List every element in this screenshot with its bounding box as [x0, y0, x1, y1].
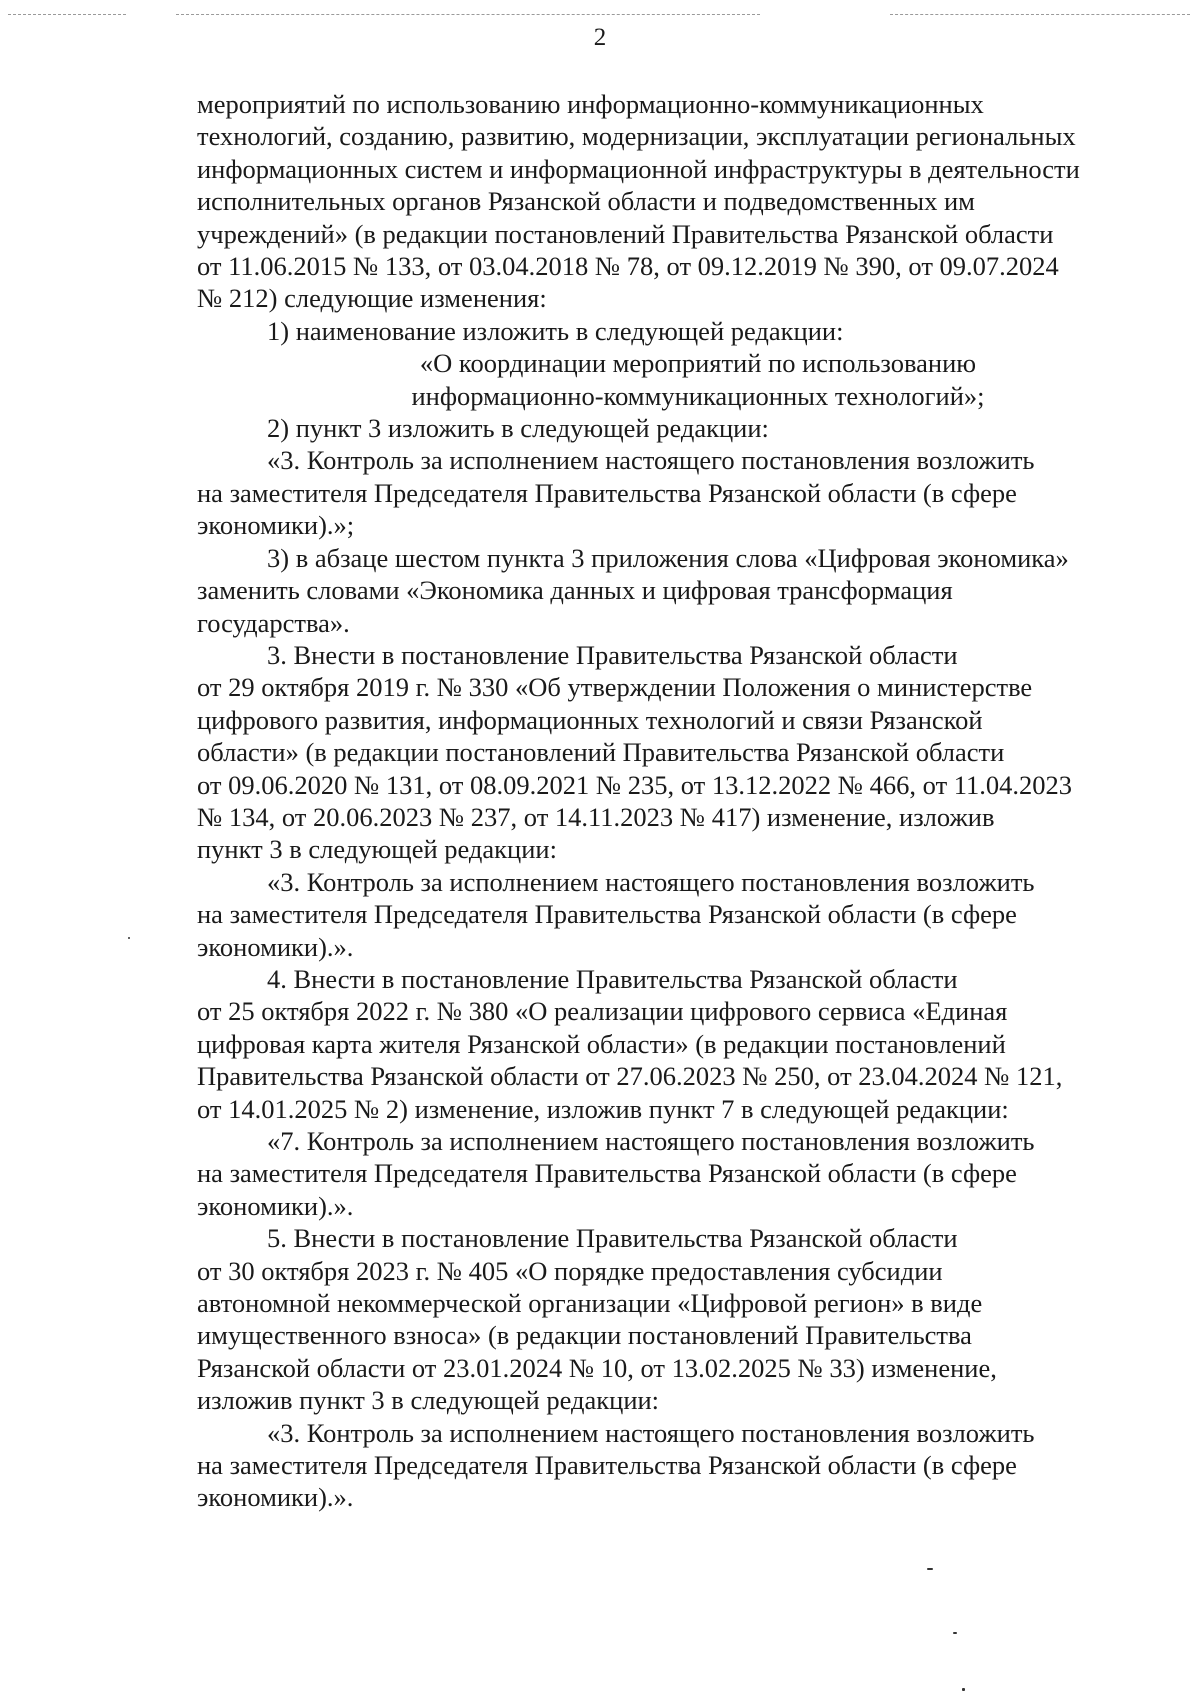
- paragraph-item-5: [197, 1222, 1149, 1416]
- text-line: учреждений» (в редакции постановлений Правительства Рязанской области: [197, 218, 1054, 249]
- text-line: «3. Контроль за исполнением настоящего постановления возложить: [267, 866, 1035, 897]
- text-line: пункт 3 в следующей редакции:: [197, 834, 557, 865]
- text-line: исполнительных органов Рязанской области и подведомственных им: [197, 186, 975, 217]
- paragraph-subitem-3: [197, 542, 1149, 639]
- scan-edge-middle: [176, 14, 760, 15]
- text-line: от 09.06.2020 № 131, от 08.09.2021 № 235, от 13.12.2022 № 466, от 11.04.2023: [197, 769, 1073, 800]
- page-number: 2: [593, 24, 607, 51]
- text-line: от 30 октября 2023 г. № 405 «О порядке предоставления субсидии: [197, 1255, 943, 1286]
- paragraph-intro: [197, 88, 1149, 315]
- text-line: «7. Контроль за исполнением настоящего постановления возложить: [267, 1126, 1035, 1156]
- paragraph-quote-control-1: [197, 444, 1149, 541]
- paragraph-subitem-1: [197, 315, 1149, 347]
- text-line: 3. Внести в постановление Правительства Рязанской области: [267, 639, 958, 670]
- text-line: информационных систем и информационной инфраструктуры в деятельности: [197, 153, 1080, 184]
- text-line: экономики).».: [197, 931, 354, 962]
- scan-speck: [953, 1632, 957, 1634]
- text-line: 1) наименование изложить в следующей редакции:: [267, 315, 844, 346]
- paragraph-item-4: [197, 963, 1149, 1125]
- text-line: цифровая карта жителя Рязанской области» (в редакции постановлений: [197, 1028, 1006, 1059]
- text-line: экономики).»;: [197, 510, 355, 541]
- paragraph-new-title: [197, 347, 1149, 412]
- text-line: от 11.06.2015 № 133, от 03.04.2018 № 78, от 09.12.2019 № 390, от 09.07.2024: [197, 251, 1059, 282]
- text-line: «3. Контроль за исполнением настоящего постановления возложить: [267, 1417, 1035, 1448]
- text-line: от 25 октября 2022 г. № 380 «О реализации цифрового сервиса «Единая: [197, 996, 1008, 1027]
- text-line: на заместителя Председателя Правительства Рязанской области (в сфере: [197, 477, 1017, 508]
- text-line: технологий, созданию, развитию, модернизации, эксплуатации региональных: [197, 121, 1076, 152]
- text-line: 2) пункт 3 изложить в следующей редакции:: [267, 413, 769, 444]
- paragraph-quote-control-3: [197, 1125, 1149, 1222]
- text-line: Рязанской области от 23.01.2024 № 10, от 13.02.2025 № 33) изменение,: [197, 1352, 997, 1383]
- scan-speck: [927, 1568, 933, 1570]
- text-line: 4. Внести в постановление Правительства Рязанской области: [267, 963, 958, 994]
- text-line: на заместителя Председателя Правительства Рязанской области (в сфере: [197, 899, 1017, 930]
- scan-edge-right: [890, 14, 1190, 15]
- text-line: «О координации мероприятий по использованию: [419, 348, 977, 379]
- scan-speck: [962, 1688, 965, 1691]
- text-line: экономики).».: [197, 1482, 354, 1513]
- text-line: государства».: [197, 607, 350, 638]
- paragraph-item-3: [197, 639, 1149, 866]
- text-line: на заместителя Председателя Правительства Рязанской области (в сфере: [197, 1158, 1017, 1189]
- text-line: «3. Контроль за исполнением настоящего постановления возложить: [267, 445, 1035, 476]
- scan-edge-left: [8, 14, 126, 15]
- text-line: № 212) следующие изменения:: [197, 283, 547, 314]
- scan-speck: [128, 937, 130, 939]
- paragraph-subitem-2: [197, 412, 1149, 444]
- text-line: информационно-коммуникационных технологий»;: [411, 380, 985, 411]
- text-line: имущественного взноса» (в редакции постановлений Правительства: [197, 1320, 972, 1351]
- text-line: цифрового развития, информационных технологий и связи Рязанской: [197, 704, 983, 735]
- text-line: Правительства Рязанской области от 27.06.2023 № 250, от 23.04.2024 № 121,: [197, 1061, 1063, 1092]
- paragraph-quote-control-4: [197, 1417, 1149, 1514]
- text-line: экономики).».: [197, 1190, 354, 1221]
- text-line: изложив пункт 3 в следующей редакции:: [197, 1385, 660, 1416]
- text-line: 3) в абзаце шестом пункта 3 приложения слова «Цифровая экономика»: [267, 542, 1069, 573]
- text-line: от 14.01.2025 № 2) изменение, изложив пункт 7 в следующей редакции:: [197, 1093, 1009, 1124]
- text-line: на заместителя Председателя Правительства Рязанской области (в сфере: [197, 1450, 1017, 1481]
- text-line: от 29 октября 2019 г. № 330 «Об утверждении Положения о министерстве: [197, 672, 1033, 703]
- text-line: мероприятий по использованию информационно-коммуникационных: [197, 89, 984, 119]
- text-line: № 134, от 20.06.2023 № 237, от 14.11.2023 № 417) изменение, изложив: [197, 801, 995, 832]
- paragraph-quote-control-2: [197, 866, 1149, 963]
- document-body: [197, 88, 1149, 1514]
- text-line: автономной некоммерческой организации «Цифровой регион» в виде: [197, 1288, 983, 1319]
- text-line: 5. Внести в постановление Правительства Рязанской области: [267, 1223, 958, 1254]
- text-line: области» (в редакции постановлений Правительства Рязанской области: [197, 737, 1005, 768]
- text-line: заменить словами «Экономика данных и цифровая трансформация: [197, 575, 953, 606]
